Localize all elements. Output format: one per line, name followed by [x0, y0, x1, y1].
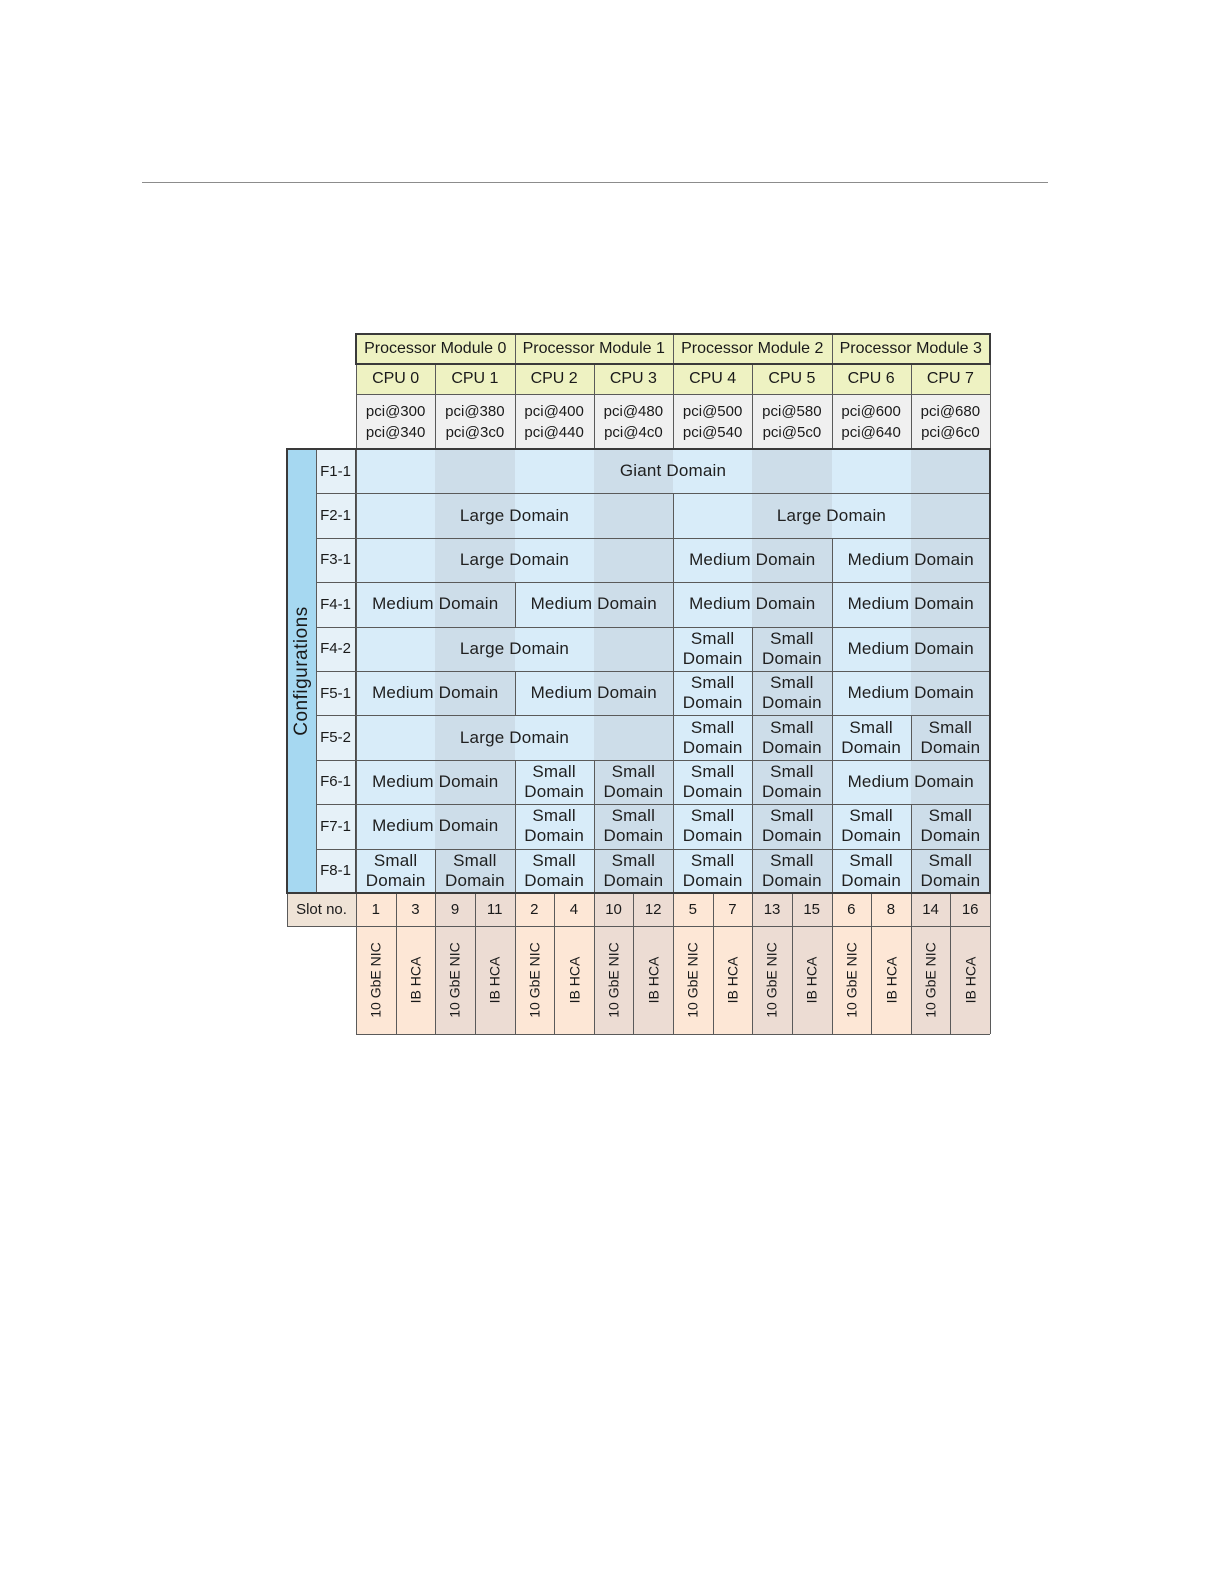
domain-divider — [832, 582, 833, 626]
domain-cell: Small Domain — [682, 673, 743, 713]
domain-cell: Large Domain — [459, 505, 570, 525]
domain-cell: Small Domain — [682, 761, 743, 801]
processor-module-header: Processor Module 0 — [356, 334, 515, 364]
slot-col-divider — [911, 893, 912, 1034]
slot-col-divider — [950, 893, 951, 1034]
domain-divider — [673, 760, 674, 804]
domain-divider — [515, 671, 516, 715]
row-divider — [316, 671, 990, 672]
cpu-divider — [752, 364, 753, 449]
configuration-id: F4-1 — [316, 582, 356, 626]
domain-cell: Large Domain — [459, 638, 570, 658]
domain-divider — [911, 804, 912, 848]
text: pci@5c0 — [762, 423, 822, 441]
cpu-divider — [832, 364, 833, 449]
domain-cell: Medium Domain — [847, 638, 974, 658]
text: pci@680 — [920, 402, 981, 420]
slot-number: 6 — [832, 893, 872, 926]
cpu-header: CPU 4 — [673, 364, 752, 394]
card-type — [475, 926, 515, 1034]
slot-number: 8 — [871, 893, 911, 926]
cpu-divider — [911, 364, 912, 449]
card-type-label: 10 GbE NIC — [843, 942, 860, 1018]
card-type — [515, 926, 555, 1034]
domain-cell: Medium Domain — [530, 683, 657, 703]
configuration-id: F1-1 — [316, 449, 356, 493]
card-type-label: 10 GbE NIC — [605, 942, 622, 1018]
text: pci@440 — [524, 423, 584, 441]
text: pci@300 — [365, 402, 426, 420]
domain-divider — [435, 849, 436, 893]
card-type — [435, 926, 475, 1034]
domain-cell: Small Domain — [761, 717, 822, 757]
slot-col-divider — [435, 893, 436, 1034]
domain-divider — [673, 849, 674, 893]
row-divider — [316, 760, 990, 761]
card-type — [633, 926, 673, 1034]
domain-cell: Medium Domain — [372, 771, 499, 791]
module-divider — [673, 334, 674, 364]
cpu-divider — [594, 364, 595, 449]
cpu-divider — [515, 364, 516, 449]
domain-cell: Medium Domain — [530, 594, 657, 614]
domain-divider — [832, 715, 833, 759]
slot-col-divider — [475, 893, 476, 1034]
domain-cell: Giant Domain — [619, 461, 727, 481]
cpu-divider — [435, 364, 436, 449]
card-type-label: IB HCA — [962, 956, 979, 1004]
slot-number: 1 — [356, 893, 396, 926]
slot-number: 3 — [396, 893, 436, 926]
cfg-id-edge — [316, 449, 317, 893]
pci-root-complex — [594, 394, 673, 449]
pci-root-complex — [911, 394, 990, 449]
card-type-label: 10 GbE NIC — [447, 942, 464, 1018]
cpu-divider — [356, 364, 357, 449]
domain-divider — [673, 493, 674, 537]
configuration-id: F5-2 — [316, 715, 356, 759]
cfg-left-edge — [287, 449, 288, 926]
card-type-label: 10 GbE NIC — [367, 942, 384, 1018]
card-type — [673, 926, 713, 1034]
slot-col-divider — [713, 893, 714, 1034]
configurations-bar — [287, 449, 316, 893]
card-type-label: 10 GbE NIC — [526, 942, 543, 1018]
domain-cell: Large Domain — [459, 727, 570, 747]
card-type — [554, 926, 594, 1034]
cpu-header: CPU 6 — [832, 364, 911, 394]
domain-cell: Small Domain — [682, 717, 743, 757]
slot-col-divider — [871, 893, 872, 1034]
domain-cell: Medium Domain — [847, 594, 974, 614]
domain-cell: Small Domain — [524, 761, 585, 801]
domain-cell: Medium Domain — [847, 771, 974, 791]
domain-cell: Medium Domain — [689, 549, 816, 569]
domain-cell: Large Domain — [459, 549, 570, 569]
domain-cell: Small Domain — [920, 717, 981, 757]
pci-root-complex — [832, 394, 911, 449]
row-divider — [316, 849, 990, 850]
slot-number: 7 — [713, 893, 753, 926]
configuration-id: F2-1 — [316, 493, 356, 537]
domain-divider — [752, 715, 753, 759]
domain-cell: Small Domain — [603, 850, 664, 890]
text: pci@380 — [445, 402, 505, 420]
domain-cell: Small Domain — [761, 806, 822, 846]
domain-cell: Small Domain — [603, 761, 664, 801]
card-type-label: IB HCA — [882, 956, 899, 1004]
cpu-divider — [673, 364, 674, 449]
module-divider — [515, 334, 516, 364]
domain-divider — [673, 715, 674, 759]
slot-col-divider — [396, 893, 397, 1034]
slot-col-divider — [554, 893, 555, 1034]
configuration-id: F8-1 — [316, 849, 356, 893]
slot-col-divider — [752, 893, 753, 1034]
row-divider — [316, 538, 990, 539]
domain-divider — [515, 760, 516, 804]
configuration-id: F5-1 — [316, 671, 356, 715]
card-type-label: 10 GbE NIC — [764, 942, 781, 1018]
cpu-header: CPU 2 — [515, 364, 594, 394]
slot-number: 11 — [475, 893, 515, 926]
slot-number: 13 — [752, 893, 792, 926]
card-type-label: IB HCA — [724, 956, 741, 1004]
slot-number: 16 — [950, 893, 990, 926]
domain-divider — [673, 538, 674, 582]
domain-divider — [911, 715, 912, 759]
domain-cell: Small Domain — [524, 850, 585, 890]
domain-divider — [515, 582, 516, 626]
domain-cell: Large Domain — [776, 505, 887, 525]
domain-cell: Medium Domain — [372, 594, 499, 614]
card-type-label: IB HCA — [486, 956, 503, 1004]
domain-divider — [515, 804, 516, 848]
module-divider — [832, 334, 833, 364]
slot-number: 15 — [792, 893, 832, 926]
card-type-label: IB HCA — [803, 956, 820, 1004]
row-divider — [316, 627, 990, 628]
domain-divider — [673, 627, 674, 671]
domain-divider — [752, 627, 753, 671]
card-type-label: 10 GbE NIC — [922, 942, 939, 1018]
pci-root-complex — [673, 394, 752, 449]
text: pci@640 — [841, 423, 901, 441]
domain-cell: Small Domain — [841, 806, 902, 846]
domain-cell: Small Domain — [841, 850, 902, 890]
domain-divider — [752, 671, 753, 715]
domain-divider — [594, 760, 595, 804]
slot-col-divider — [673, 893, 674, 1034]
pci-root-complex — [515, 394, 594, 449]
slot-col-divider — [832, 893, 833, 1034]
domain-divider — [832, 760, 833, 804]
domain-cell: Small Domain — [761, 673, 822, 713]
header-divider — [356, 449, 990, 450]
processor-module-header: Processor Module 1 — [515, 334, 674, 364]
text: pci@540 — [682, 423, 743, 441]
text: pci@600 — [841, 402, 901, 420]
domain-divider — [832, 671, 833, 715]
row-divider — [316, 582, 990, 583]
card-type — [792, 926, 832, 1034]
configurations-label: Configurations — [290, 606, 312, 736]
card-type-label: IB HCA — [645, 956, 662, 1004]
card-type — [356, 926, 396, 1034]
domain-cell: Small Domain — [920, 806, 981, 846]
domain-divider — [832, 804, 833, 848]
domain-cell: Medium Domain — [372, 683, 499, 703]
slot-number: 2 — [515, 893, 555, 926]
row-divider — [316, 493, 990, 494]
configuration-id: F3-1 — [316, 538, 356, 582]
domain-cell: Small Domain — [761, 761, 822, 801]
card-type — [396, 926, 436, 1034]
domain-divider — [752, 760, 753, 804]
domain-divider — [673, 582, 674, 626]
slot-number: 12 — [633, 893, 673, 926]
card-type — [950, 926, 990, 1034]
domain-divider — [594, 849, 595, 893]
slot-number: 10 — [594, 893, 634, 926]
configuration-id: F7-1 — [316, 804, 356, 848]
domain-cell: Small Domain — [682, 628, 743, 668]
card-type — [871, 926, 911, 1034]
row-divider — [316, 804, 990, 805]
domain-cell: Small Domain — [444, 850, 505, 890]
text: pci@400 — [524, 402, 584, 420]
domain-cell: Small Domain — [682, 806, 743, 846]
domain-cell: Small Domain — [841, 717, 902, 757]
pci-root-complex — [752, 394, 831, 449]
slot-col-divider — [792, 893, 793, 1034]
text: pci@6c0 — [921, 423, 980, 441]
cpu-header: CPU 5 — [752, 364, 831, 394]
card-type — [752, 926, 792, 1034]
card-type-label: IB HCA — [407, 956, 424, 1004]
domain-divider — [832, 849, 833, 893]
slot-number: 14 — [911, 893, 951, 926]
domain-divider — [673, 804, 674, 848]
domain-cell: Small Domain — [682, 850, 743, 890]
card-type-label: 10 GbE NIC — [684, 942, 701, 1018]
domain-cell: Small Domain — [524, 806, 585, 846]
card-left-edge — [356, 926, 357, 1034]
domain-divider — [911, 849, 912, 893]
row-divider — [316, 715, 990, 716]
slot-number-label: Slot no. — [287, 893, 356, 926]
domain-cell: Small Domain — [761, 628, 822, 668]
configuration-id: F6-1 — [316, 760, 356, 804]
configuration-id: F4-2 — [316, 627, 356, 671]
text: pci@480 — [603, 402, 664, 420]
card-type — [832, 926, 872, 1034]
slot-col-divider — [515, 893, 516, 1034]
card-type — [911, 926, 951, 1034]
slot-divider — [287, 926, 990, 927]
card-type — [713, 926, 753, 1034]
domain-cell: Medium Domain — [847, 549, 974, 569]
cpu-header: CPU 0 — [356, 364, 435, 394]
domain-divider — [515, 849, 516, 893]
domain-cell: Small Domain — [365, 850, 426, 890]
card-type — [594, 926, 634, 1034]
processor-module-header: Processor Module 3 — [832, 334, 991, 364]
pci-root-complex — [435, 394, 514, 449]
grid-right-edge — [990, 334, 991, 1034]
text: pci@340 — [365, 423, 426, 441]
text: pci@580 — [762, 402, 822, 420]
card-type-label: IB HCA — [565, 956, 582, 1004]
domain-divider — [752, 849, 753, 893]
grid-left-edge — [356, 449, 357, 893]
domain-divider — [594, 804, 595, 848]
module-divider — [356, 334, 357, 364]
domain-divider — [673, 671, 674, 715]
cpu-header: CPU 1 — [435, 364, 514, 394]
text: pci@4c0 — [604, 423, 663, 441]
slot-col-divider — [633, 893, 634, 1034]
domain-cell: Medium Domain — [847, 683, 974, 703]
text: pci@3c0 — [445, 423, 505, 441]
domain-divider — [832, 538, 833, 582]
domain-cell: Small Domain — [920, 850, 981, 890]
domain-cell: Small Domain — [761, 850, 822, 890]
slot-number: 9 — [435, 893, 475, 926]
cpu-header: CPU 3 — [594, 364, 673, 394]
domain-divider — [752, 804, 753, 848]
domain-cell: Small Domain — [603, 806, 664, 846]
cpu-header: CPU 7 — [911, 364, 990, 394]
processor-module-header: Processor Module 2 — [673, 334, 832, 364]
domain-cell: Medium Domain — [689, 594, 816, 614]
slot-number: 4 — [554, 893, 594, 926]
text: pci@500 — [682, 402, 743, 420]
domain-cell: Medium Domain — [372, 816, 499, 836]
domain-divider — [832, 627, 833, 671]
slot-number: 5 — [673, 893, 713, 926]
bottom-edge — [356, 1034, 990, 1035]
pci-root-complex — [356, 394, 435, 449]
slot-col-divider — [594, 893, 595, 1034]
slot-divider — [287, 893, 990, 894]
